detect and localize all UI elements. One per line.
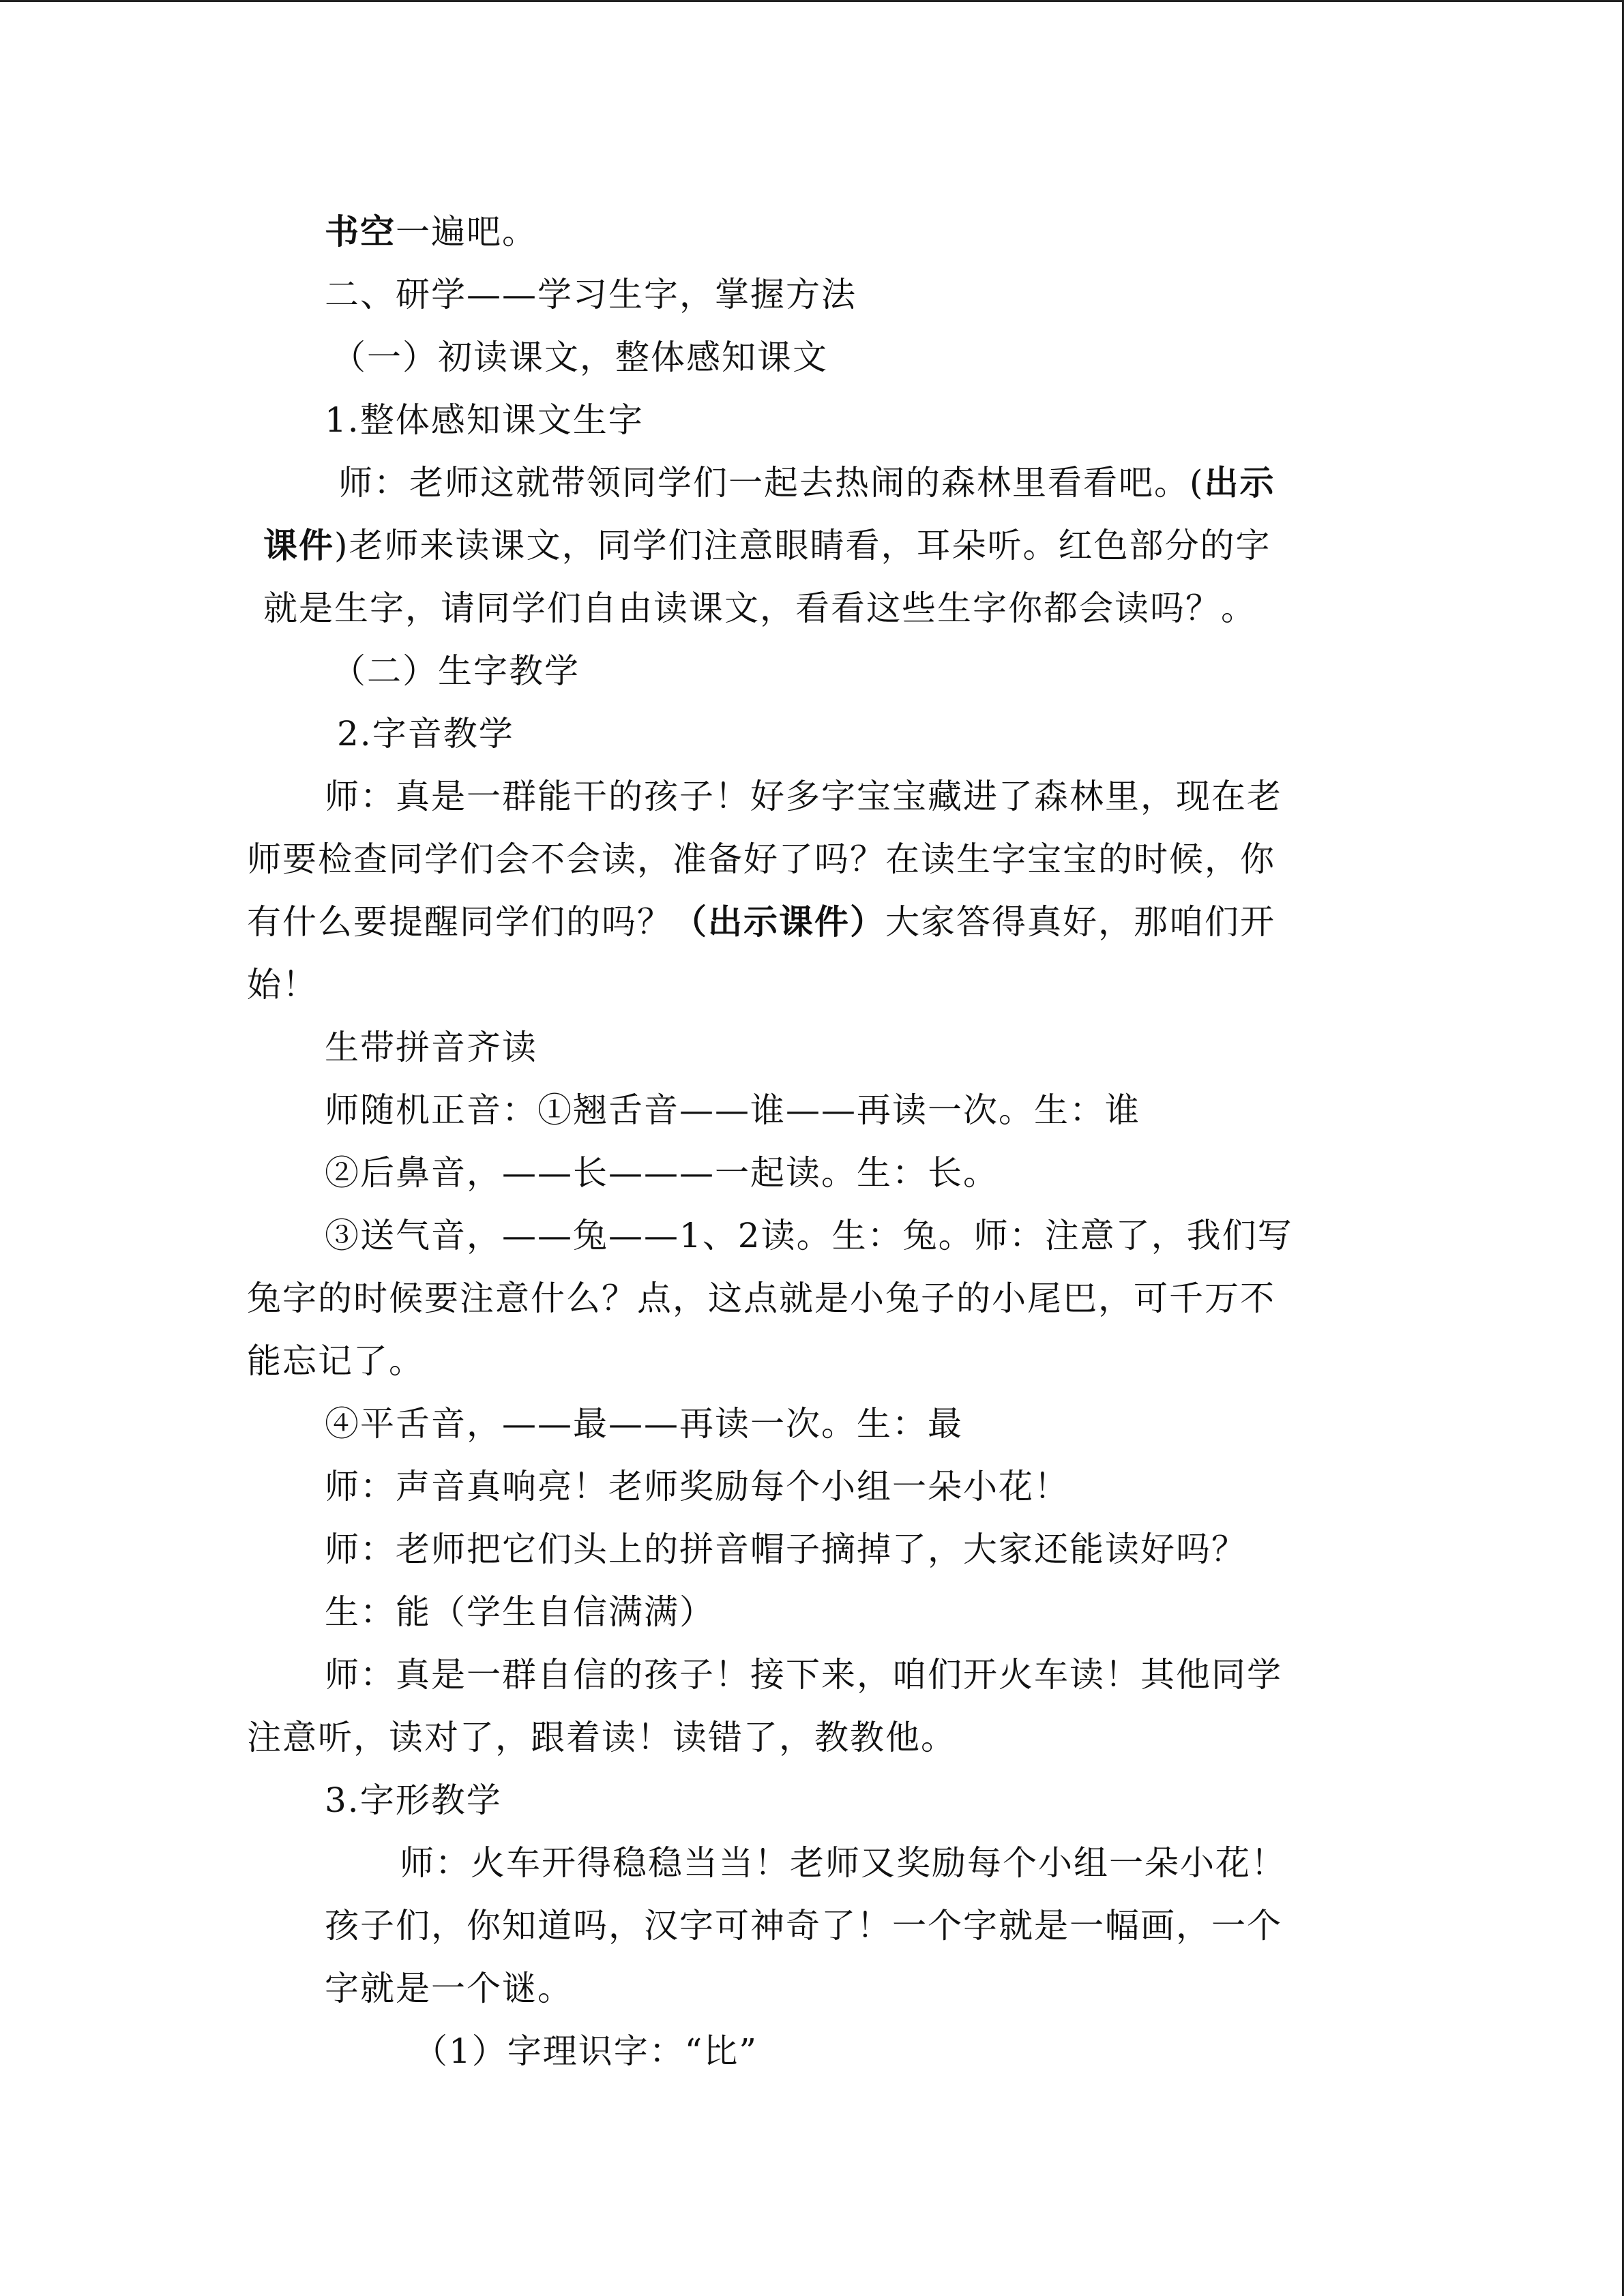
text-line-30: （1）字理识字：“比” (413, 2031, 758, 2071)
bold-text: 出示 (1204, 463, 1275, 503)
bold-text: 书空 (325, 212, 396, 252)
text-line-24: 师：真是一群自信的孩子！接下来，咱们开火车读！其他同学 (325, 1655, 1282, 1695)
text-line-10: 师：真是一群能干的孩子！好多字宝宝藏进了森林里，现在老 (325, 777, 1282, 816)
text-line-23: 生：能（学生自信满满） (325, 1592, 715, 1632)
item-heading: 2.字音教学 (337, 714, 514, 754)
subsection-heading: （二）生字教学 (331, 651, 580, 691)
text-line-18: 兔字的时候要注意什么？点，这点就是小兔子的小尾巴，可千万不 (247, 1279, 1275, 1318)
text-line-14: 生带拼音齐读 (325, 1028, 537, 1067)
text-line-15: 师随机正音：①翘舌音——谁——再读一次。生：谁 (325, 1090, 1140, 1130)
text-line-6: 课件)老师来读课文，同学们注意眼睛看，耳朵听。红色部分的字 (263, 526, 1271, 565)
text-line-12: 有什么要提醒同学们的吗？（出示课件）大家答得真好，那咱们开 (247, 902, 1275, 942)
text-line-25: 注意听，读对了，跟着读！读错了，教教他。 (247, 1718, 956, 1757)
text-line-11: 师要检查同学们会不会读，准备好了吗？在读生字宝宝的时候，你 (247, 839, 1275, 879)
text-line-7: 就是生字，请同学们自由读课文，看看这些生字你都会读吗？。 (263, 588, 1256, 628)
bold-text: （出示课件） (673, 902, 885, 942)
text-line-21: 师：声音真响亮！老师奖励每个小组一朵小花！ (325, 1467, 1069, 1506)
text-line-13: 始！ (247, 965, 318, 1004)
item-heading: 3.字形教学 (325, 1780, 502, 1820)
section-heading: 二、研学——学习生字，掌握方法 (325, 275, 857, 314)
text-line-22: 师：老师把它们头上的拼音帽子摘掉了，大家还能读好吗？ (325, 1530, 1247, 1569)
item-heading: 1.整体感知课文生字 (325, 400, 644, 440)
text-line-19: 能忘记了。 (247, 1341, 424, 1381)
text-line-1: 书空一遍吧。 (325, 212, 537, 252)
text-line-16: ②后鼻音，——长———一起读。生：长。 (325, 1153, 999, 1193)
text-line-29: 字就是一个谜。 (325, 1969, 573, 2008)
bold-text: 课件 (263, 526, 334, 565)
text-line-27: 师：火车开得稳稳当当！老师又奖励每个小组一朵小花！ (400, 1843, 1286, 1883)
subsection-heading: （一）初读课文，整体感知课文 (331, 338, 828, 377)
text-line-5: 师：老师这就带领同学们一起去热闹的森林里看看吧。(出示 (338, 463, 1275, 503)
text-line-20: ④平舌音，——最——再读一次。生：最 (325, 1404, 963, 1444)
text-line-17: ③送气音，——兔——1、2读。生：兔。师：注意了，我们写 (325, 1216, 1293, 1255)
text-line-28: 孩子们，你知道吗，汉字可神奇了！一个字就是一幅画，一个 (325, 1906, 1282, 1945)
